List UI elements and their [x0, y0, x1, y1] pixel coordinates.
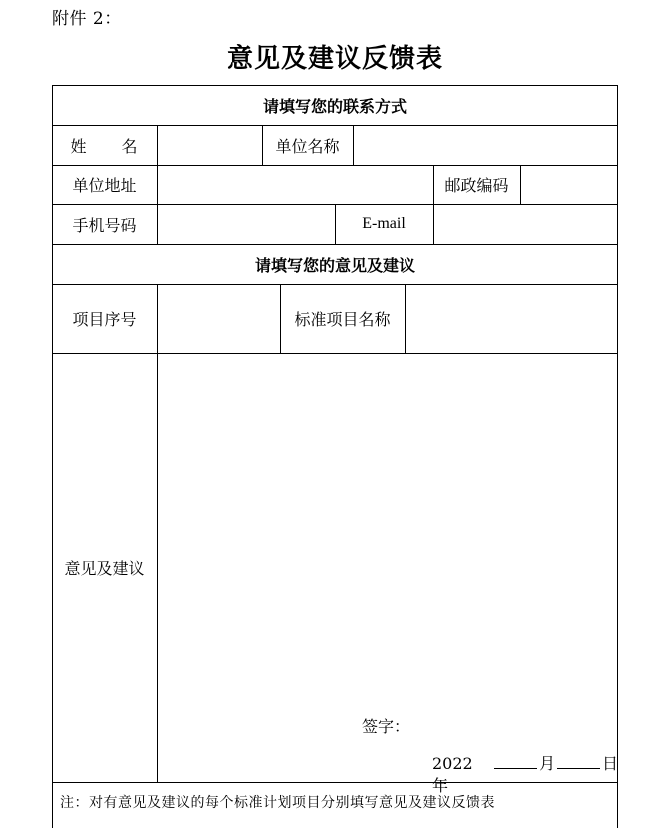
- month-blank[interactable]: [494, 752, 537, 769]
- standard-item-name-label: 标准项目名称: [294, 310, 391, 329]
- feedback-form-table: [52, 85, 618, 828]
- postal-code-label: 邮政编码: [444, 176, 509, 195]
- name-field[interactable]: [158, 126, 262, 165]
- company-address-field[interactable]: [158, 166, 433, 204]
- day-blank[interactable]: [557, 752, 600, 769]
- suggestion-section-heading: 请填写您的意见及建议: [254, 255, 415, 275]
- date-year: 2022 年: [432, 754, 473, 795]
- company-name-label: 单位名称: [275, 136, 340, 156]
- email-field[interactable]: [434, 205, 617, 244]
- item-number-field[interactable]: [158, 285, 280, 353]
- opinion-label: 意见及建议: [64, 559, 145, 578]
- standard-item-name-field[interactable]: [406, 285, 617, 353]
- contact-section-heading: 请填写您的联系方式: [262, 96, 407, 116]
- opinion-field[interactable]: [158, 354, 617, 684]
- attachment-label: 附件 2：: [52, 9, 122, 29]
- date-day: 日: [602, 754, 619, 773]
- footnote: 注：对有意见及建议的每个标准计划项目分别填写意见及建议反馈表: [60, 795, 495, 811]
- signature-label: 签字：: [362, 717, 411, 736]
- date-month: 月: [539, 754, 556, 773]
- company-name-field[interactable]: [354, 126, 617, 165]
- mobile-label: 手机号码: [72, 215, 137, 235]
- email-label: E-mail: [362, 215, 406, 232]
- postal-code-field[interactable]: [521, 166, 617, 204]
- mobile-field[interactable]: [158, 205, 335, 244]
- item-number-label: 项目序号: [72, 310, 137, 329]
- company-address-label: 单位地址: [72, 176, 137, 195]
- signature-date: [432, 751, 618, 796]
- form-title: 意见及建议反馈表: [226, 44, 443, 74]
- name-label: 姓 名: [70, 136, 139, 156]
